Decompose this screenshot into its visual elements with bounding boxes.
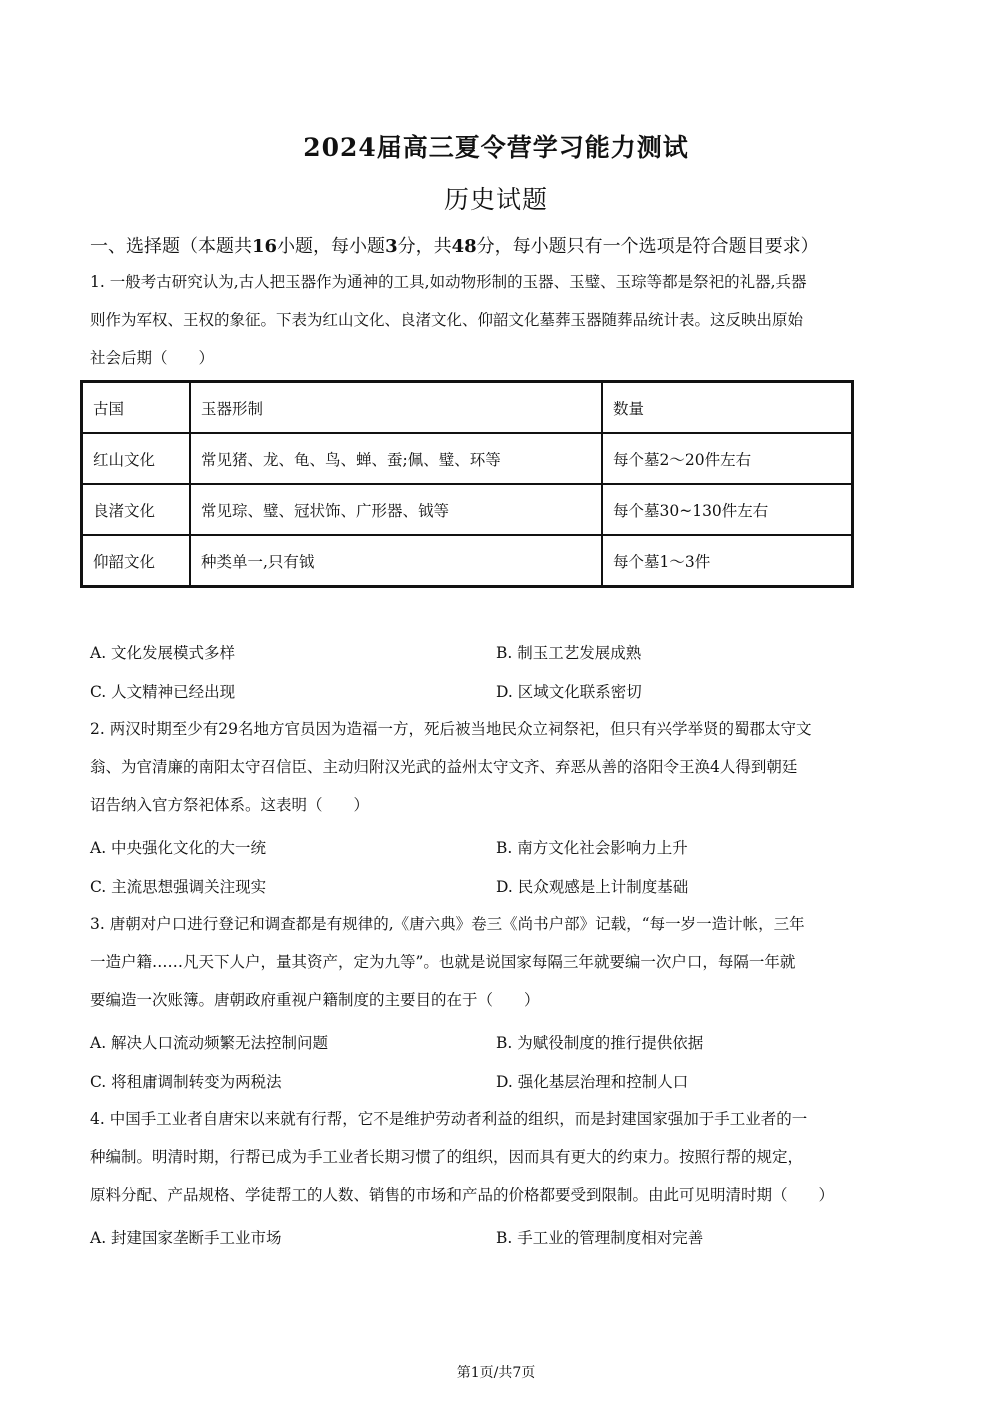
- question-2-line: 诏告纳入官方祭祀体系。这表明（ ）: [90, 796, 370, 814]
- table-cell: 常见猪、龙、龟、鸟、蝉、蚕;佩、璧、环等: [190, 433, 602, 484]
- question-4-line: 种编制。明清时期，行帮已成为手工业者长期习惯了的组织，因而具有更大的约束力。按照行帮的规定，: [90, 1148, 804, 1166]
- q3-option-c[interactable]: C. 将租庸调制转变为两税法: [90, 1073, 282, 1091]
- question-1-line: 1. 一般考古研究认为,古人把玉器作为通神的工具,如动物形制的玉器、玉璧、玉琮等都是祭祀的礼器,兵器: [90, 273, 807, 291]
- table-row: [82, 433, 853, 484]
- q1-option-d[interactable]: D. 区域文化联系密切: [496, 683, 642, 701]
- q2-option-d[interactable]: D. 民众观感是上计制度基础: [496, 878, 689, 896]
- q1-option-a[interactable]: A. 文化发展模式多样: [90, 644, 236, 662]
- page-subtitle: 历史试题: [443, 185, 548, 214]
- question-3-line: 3. 唐朝对户口进行登记和调查都是有规律的,《唐六典》卷三《尚书户部》记载，“每一岁一造计帐，三年: [90, 915, 805, 933]
- table-cell: 仰韶文化: [82, 535, 191, 587]
- q3-option-d[interactable]: D. 强化基层治理和控制人口: [496, 1073, 689, 1091]
- question-2-stem: [90, 710, 902, 824]
- q3-option-a[interactable]: A. 解决人口流动频繁无法控制问题: [90, 1034, 329, 1052]
- table-cell: 每个墓1～3件: [602, 535, 853, 587]
- q2-option-c[interactable]: C. 主流思想强调关注现实: [90, 878, 267, 896]
- question-4-stem: [90, 1100, 902, 1214]
- question-2-line: 2. 两汉时期至少有29名地方官员因为造福一方，死后被当地民众立祠祭祀，但只有兴学举贤的蜀郡太守文: [90, 720, 812, 738]
- q4-option-a[interactable]: A. 封建国家垄断手工业市场: [90, 1229, 282, 1247]
- page-number: 第1页/共7页: [456, 1365, 536, 1381]
- question-2-line: 翁、为官清廉的南阳太守召信臣、主动归附汉光武的益州太守文齐、弃恶从善的洛阳令王涣4人得到朝廷: [90, 758, 798, 776]
- table-header-row: [82, 382, 853, 434]
- table-cell: 每个墓2～20件左右: [602, 433, 853, 484]
- q3-option-b[interactable]: B. 为赋役制度的推行提供依据: [496, 1034, 704, 1052]
- table-header-cell: 古国: [82, 382, 191, 434]
- q2-option-b[interactable]: B. 南方文化社会影响力上升: [496, 839, 688, 857]
- table-header-cell: 玉器形制: [190, 382, 602, 434]
- q2-option-a[interactable]: A. 中央强化文化的大一统: [90, 839, 267, 857]
- question-3-stem: [90, 905, 902, 1019]
- table-header-cell: 数量: [602, 382, 853, 434]
- q1-option-c[interactable]: C. 人文精神已经出现: [90, 683, 236, 701]
- question-1-line: 社会后期（ ）: [90, 349, 215, 367]
- question-4-line: 4. 中国手工业者自唐宋以来就有行帮，它不是维护劳动者利益的组织，而是封建国家强加于手工业者的一: [90, 1110, 808, 1128]
- question-3-line: 要编造一次账簿。唐朝政府重视户籍制度的主要目的在于（ ）: [90, 991, 540, 1009]
- question-1-line: 则作为军权、王权的象征。下表为红山文化、良渚文化、仰韶文化墓葬玉器随葬品统计表。这反映出原始: [90, 311, 804, 329]
- question-4-line: 原料分配、产品规格、学徒帮工的人数、销售的市场和产品的价格都要受到限制。由此可见明清时期（ ）: [90, 1186, 835, 1204]
- table-row: [82, 484, 853, 535]
- q4-option-b[interactable]: B. 手工业的管理制度相对完善: [496, 1229, 704, 1247]
- question-3-line: 一造户籍……凡天下人户，量其资产，定为九等”。也就是说国家每隔三年就要编一次户口，每隔一年就: [90, 953, 796, 971]
- jade-artifact-table: [80, 380, 854, 588]
- page-title: 2024届高三夏令营学习能力测试: [303, 133, 689, 162]
- question-1-stem: [90, 263, 902, 377]
- table-cell: 种类单一,只有钺: [190, 535, 602, 587]
- section-heading: 一、选择题（本题共16小题，每小题3分，共48分，每小题只有一个选项是符合题目要求）: [90, 236, 819, 257]
- table-cell: 红山文化: [82, 433, 191, 484]
- table-row: [82, 535, 853, 587]
- q1-option-b[interactable]: B. 制玉工艺发展成熟: [496, 644, 642, 662]
- table-cell: 常见琮、璧、冠状饰、广形器、钺等: [190, 484, 602, 535]
- table-cell: 良渚文化: [82, 484, 191, 535]
- table-cell: 每个墓30~130件左右: [602, 484, 853, 535]
